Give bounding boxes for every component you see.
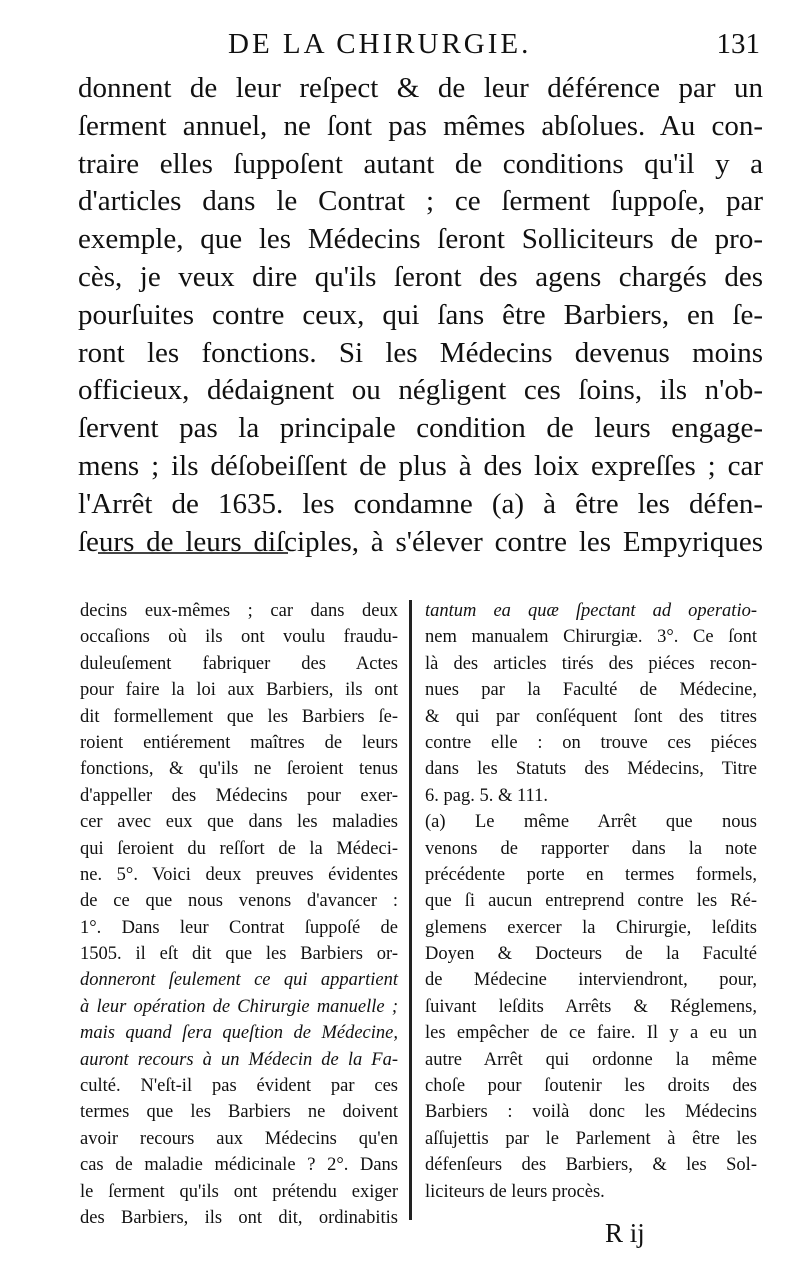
main-text-block [78, 70, 763, 561]
footnote-line: Barbiers : voilà donc les Médecins [425, 1102, 757, 1123]
main-text-line: d'articles dans le Contrat ; ce ſerment ſuppoſe, par [78, 185, 763, 218]
footnote-line: glemens exercer la Chirurgie, leſdits [425, 917, 757, 938]
footnote-line: des Barbiers, ils ont dit, ordinabitis [80, 1207, 398, 1228]
main-text-line: l'Arrêt de 1635. les condamne (a) à être les défen- [78, 487, 763, 520]
footnote-line: avoir recours aux Médecins qu'en [80, 1128, 398, 1149]
footnote-line: tantum ea quæ ſpectant ad operatio- [425, 601, 757, 621]
footnote-line: nues par la Faculté de Médecine, [425, 680, 757, 701]
footnote-line: dit formellement que les Barbiers ſe- [80, 706, 398, 727]
footnote-line: duleuſement fabriquer des Actes [80, 653, 398, 674]
footnote-line: culté. N'eſt-il pas évident par ces [80, 1076, 398, 1097]
footnote-line: nem manualem Chirurgiæ. 3°. Ce ſont [425, 627, 757, 648]
column-divider [409, 600, 412, 1220]
main-text-line: ront les fonctions. Si les Médecins devenus moins [78, 336, 763, 369]
footnote-line: d'appeller des Médecins pour exer- [80, 785, 398, 806]
footnote-line: le ſerment qu'ils ont prétendu exiger [80, 1181, 398, 1202]
main-text-line: traire elles ſuppoſent autant de conditions qu'il y a [78, 147, 763, 180]
footnote-column-right [425, 598, 757, 1205]
main-text-line: donnent de leur reſpect & de leur déférence par un [78, 72, 763, 104]
footnote-line: auront recours à un Médecin de la Fa- [80, 1049, 398, 1070]
footnote-line: donneront ſeulement ce qui appartient [80, 970, 398, 991]
footnote-line: roient entiérement maîtres de leurs [80, 732, 398, 753]
footnote-line: & qui par conſéquent ſont des titres [425, 706, 757, 727]
footnote-line: dans les Statuts des Médecins, Titre [425, 759, 757, 780]
footnote-line: Doyen & Docteurs de la Faculté [425, 944, 757, 965]
footnote-line: là des articles tirés des piéces recon- [425, 653, 757, 674]
footnote-line: occaſions où ils ont voulu fraudu- [80, 627, 398, 648]
footnote-column-left [80, 598, 398, 1231]
footnote-line: défenſeurs des Barbiers, & les Sol- [425, 1155, 757, 1176]
main-text-line: exemple, que les Médecins ſeront Solliciteurs de pro- [78, 223, 763, 256]
footnote-line: mais quand ſera queſtion de Médecine, [80, 1023, 398, 1044]
main-text-line: cès, je veux dire qu'ils ſeront des agens chargés des [78, 260, 763, 293]
footnote-line: liciteurs de leurs procès. [425, 1181, 605, 1202]
footnote-line: ſuivant leſdits Arrêts & Réglemens, [425, 996, 757, 1017]
footnote-line: (a) Le même Arrêt que nous [425, 812, 757, 833]
footnote-line: contre elle : on trouve ces piéces [425, 732, 757, 753]
main-text-line: ſeurs de leurs diſciples, à s'élever contre les Empyriques [78, 525, 763, 558]
footnote-line: que ſi aucun entreprend contre les Ré- [425, 891, 757, 912]
footnote-line: choſe pour ſoutenir les droits des [425, 1076, 757, 1097]
footnote-line: pour faire la loi aux Barbiers, ils ont [80, 680, 398, 701]
footnote-line: aſſujettis par le Parlement à être les [425, 1128, 757, 1149]
footnote-line: cas de maladie médicinale ? 2°. Dans [80, 1155, 398, 1176]
footnote-line: venons de rapporter dans la note [425, 838, 757, 859]
signature-mark: R ij [605, 1218, 645, 1248]
main-text-line: ſerment annuel, ne ſont pas mêmes abſolues. Au con- [78, 109, 763, 142]
footnote-line: decins eux-mêmes ; car dans deux [80, 601, 398, 621]
footnote-line: 1505. il eſt dit que les Barbiers or- [80, 944, 398, 965]
footnote-line: termes que les Barbiers ne doivent [80, 1102, 398, 1123]
footnote-line: autre Arrêt qui ordonne la même [425, 1049, 757, 1070]
footnote-line: ne. 5°. Voici deux preuves évidentes [80, 864, 398, 885]
footnote-line: les empêcher de ce faire. Il y a eu un [425, 1023, 757, 1044]
running-title: DE LA CHIRURGIE. [228, 28, 532, 60]
footnote-line: de Médecine interviendront, pour, [425, 970, 757, 991]
main-text-line: ſervent pas la principale condition de leurs engage- [78, 412, 763, 445]
footnote-line: précédente porte en termes formels, [425, 864, 757, 885]
footnote-line: de ce que nous venons d'avancer : [80, 891, 398, 912]
footnote-line: qui ſeroient du reſſort de la Médeci- [80, 838, 398, 859]
footnote-line: 1°. Dans leur Contrat ſuppoſé de [80, 917, 398, 938]
main-text-line: officieux, dédaignent ou négligent ces ſoins, ils n'ob- [78, 374, 763, 407]
running-head [0, 28, 800, 68]
main-text-line: pourſuites contre ceux, qui ſans être Barbiers, en ſe- [78, 298, 763, 331]
footnote-line: fonctions, & qu'ils ne ſeroient tenus [80, 759, 398, 780]
page-number: 131 [716, 28, 760, 60]
footnote-line: 6. pag. 5. & 111. [425, 785, 548, 806]
main-text-line: mens ; ils déſobeiſſent de plus à des loix expreſſes ; car [78, 449, 763, 482]
footnote-line: à leur opération de Chirurgie manuelle ; [80, 996, 398, 1017]
footnote-separator [98, 552, 288, 554]
footnote-line: cer avec eux que dans les maladies [80, 812, 398, 833]
